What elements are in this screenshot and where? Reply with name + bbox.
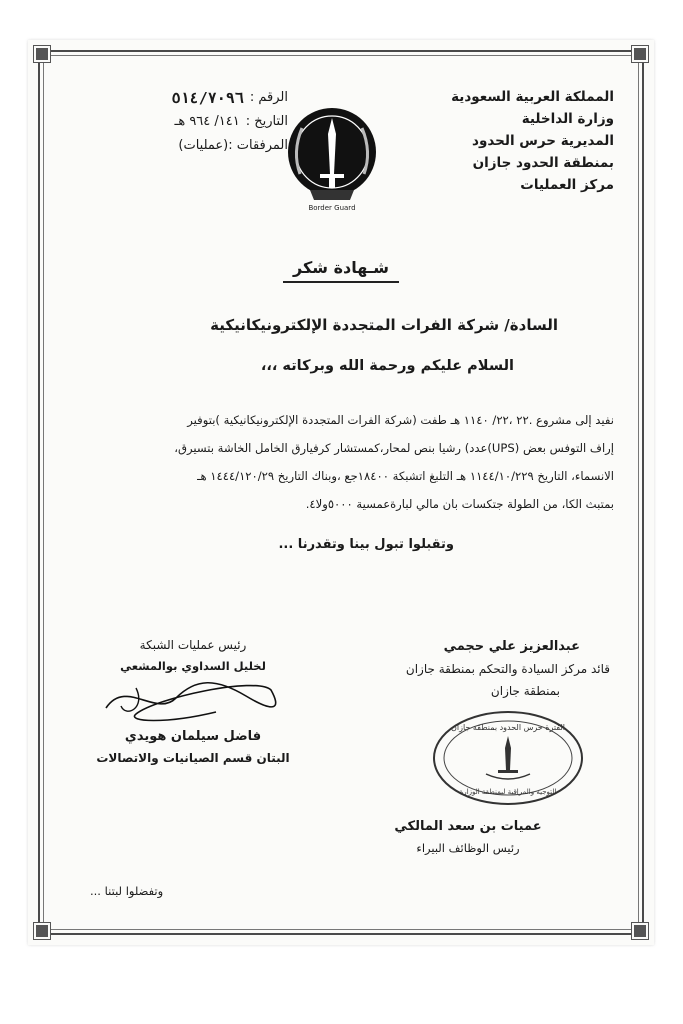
- signatory-right-bottom: [368, 816, 568, 858]
- header-line: المملكة العربية السعودية: [451, 89, 614, 105]
- signatory-right: [370, 636, 610, 702]
- document-title: [28, 258, 654, 283]
- date-label: التاريخ :: [245, 114, 288, 129]
- corner-ornament: [632, 46, 648, 62]
- header-line: المديرية حرس الحدود: [472, 133, 614, 149]
- emblem-caption: Border Guard: [308, 204, 356, 212]
- signatory-name: عبدالعزيز علي حجمي: [443, 639, 580, 654]
- official-stamp-icon: [430, 708, 586, 808]
- stamp-bottom-text: التوجيه والمراقبة لبمنطقة الوزارة: [459, 788, 557, 796]
- signatory-left-bottom: [78, 726, 308, 768]
- body-line: بمتبث الكا، من الطولة جتكسات بان مالي لبارةعمسية ٥٠٠٠ولا٤.: [305, 497, 614, 511]
- corner-ornament: [632, 923, 648, 939]
- signatory-name: عميات بن سعد المالكي: [394, 819, 542, 834]
- signatory-name-handwritten: لخليل السداوي بوالمشعي: [120, 659, 266, 673]
- header-line: وزارة الداخلية: [521, 111, 614, 127]
- body-line: نفيد إلى مشروع .٢٢ ،٢٢/ ١١٤٠ هـ طفت (شركة الفرات المتجددة الإلكترونيكانيكية )بتوفير: [187, 413, 614, 427]
- header-reference: [98, 86, 288, 158]
- attachments-label: المرفقات :(عمليات): [178, 138, 288, 153]
- addressee: السادة/ شركة الفرات المتجددة الإلكترونيكانيكية: [210, 316, 558, 334]
- header-authority: [404, 86, 614, 196]
- signatory-role: رئيس عمليات الشبكة: [139, 638, 247, 652]
- stamp-top-text: الفترة حرس الحدود بمنطقة جازان: [451, 723, 565, 732]
- signatory-title: رئيس الوظائف البيراء: [416, 841, 520, 855]
- ref-label: الرقم :: [249, 90, 288, 105]
- handwritten-signature-icon: [96, 668, 286, 726]
- body-paragraph: [116, 406, 614, 518]
- ref-value: ٥١٤/٧٠٩٦: [171, 89, 244, 107]
- closing-line: وتقبلوا تبول بينا وتقدرنا ...: [278, 537, 454, 552]
- signatory-department: البتان قسم الصيانيات والاتصالات: [96, 751, 290, 765]
- corner-ornament: [34, 923, 50, 939]
- border-guard-emblem-icon: [280, 104, 384, 218]
- greeting: السلام عليكم ورحمة الله وبركاته ،،،: [260, 358, 514, 374]
- signatory-region: بمنطقة جازان: [490, 684, 560, 698]
- title-text: شـهادة شكر: [283, 258, 399, 283]
- signatory-title: قائد مركز السيادة والتحكم بمنطقة جازان: [405, 662, 610, 676]
- corner-ornament: [34, 46, 50, 62]
- body-line: الانسماء، التاريخ ١١٤٤/١٠/٢٢٩ هـ التلبغ اتشبكة ١٨٤٠٠جع ،وبناك التاريخ ١٤٤٤/١٢٠/٢٩ هـ: [197, 469, 614, 483]
- signatory-name: فاضل سيلمان هويدي: [124, 729, 262, 744]
- date-value: ١٤١/ ٩٦٤ هـ: [174, 114, 240, 129]
- certificate-paper: [28, 40, 654, 945]
- footer-note: وتفضلوا لبتنا ...: [90, 884, 164, 898]
- body-line: إراف التوفس بعض (UPS)عدد) رشيا بنص لمحار،كمستشار كرفيارق الخامل الخاشة بتسيرق،: [174, 441, 614, 455]
- header-line: مركز العمليات: [520, 177, 614, 193]
- header-line: بمنطقة الحدود جازان: [472, 155, 614, 171]
